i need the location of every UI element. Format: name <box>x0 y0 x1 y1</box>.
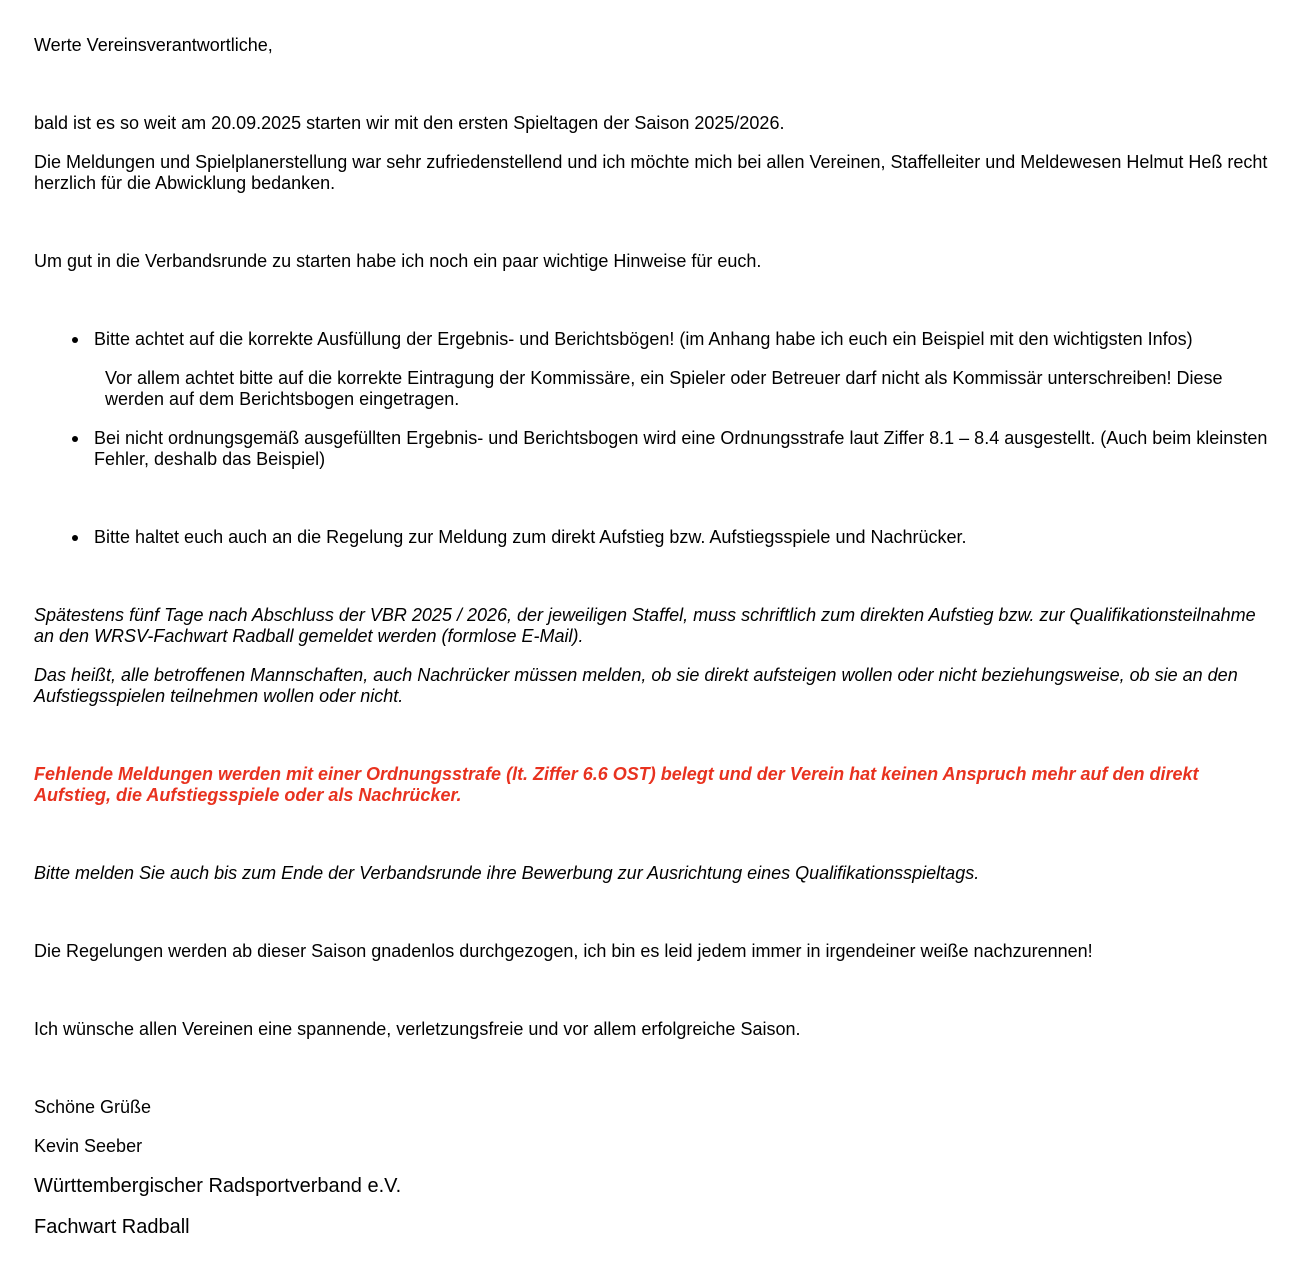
hints-intro-paragraph: Um gut in die Verbandsrunde zu starten habe ich noch ein paar wichtige Hinweise für euch. <box>34 251 762 271</box>
bullet-text: Bei nicht ordnungsgemäß ausgefüllten Ergebnis- und Berichtsbogen wird eine Ordnungsstrafe laut Ziffer 8.1 – 8.4 ausgestellt. (Auch beim kleinsten Fehler, deshalb das Beispiel) <box>94 428 1268 469</box>
rule-deadline-paragraph: Spätestens fünf Tage nach Abschluss der VBR 2025 / 2026, der jeweiligen Staffel, muss schriftlich zum direkten Aufstieg bzw. zur Qualifikationsteilnahme an den WRSV-Fachwart Radball gemeldet werden (formlose E-Mail). <box>34 605 1256 646</box>
intro-date-paragraph: bald ist es so weit am 20.09.2025 starten wir mit den ersten Spieltagen der Saison 2025/2026. <box>34 113 785 133</box>
enforcement-paragraph: Die Regelungen werden ab dieser Saison gnadenlos durchgezogen, ich bin es leid jedem immer in irgendeiner weiße nachzurennen! <box>34 941 1093 961</box>
bullet-note: Vor allem achtet bitte auf die korrekte Eintragung der Kommissäre, ein Spieler oder Betreuer darf nicht als Kommissär unterschreiben! Diese werden auf dem Berichtsbogen eingetragen. <box>105 368 1223 409</box>
application-paragraph: Bitte melden Sie auch bis zum Ende der Verbandsrunde ihre Bewerbung zur Ausrichtung eines Qualifikationsspieltags. <box>34 863 980 883</box>
rule-meaning-paragraph: Das heißt, alle betroffenen Mannschaften, auch Nachrücker müssen melden, ob sie direkt aufsteigen wollen oder nicht beziehungsweise, ob sie an den Aufstiegsspielen teilnehmen wollen oder nicht. <box>34 665 1238 706</box>
bullet-icon <box>72 337 78 343</box>
bullet-text: Bitte haltet euch auch an die Regelung zur Meldung zum direkt Aufstieg bzw. Aufstiegsspiele und Nachrücker. <box>94 527 967 547</box>
bullet-text: Bitte achtet auf die korrekte Ausfüllung der Ergebnis- und Berichtsbögen! (im Anhang habe ich euch ein Beispiel mit den wichtigsten Infos) <box>94 329 1193 349</box>
thanks-paragraph: Die Meldungen und Spielplanerstellung war sehr zufriedenstellend und ich möchte mich bei allen Vereinen, Staffelleiter und Meldewesen Helmut Heß recht herzlich für die Abwicklung bedanken. <box>34 152 1268 193</box>
bullet-icon <box>72 436 78 442</box>
bullet-icon <box>72 535 78 541</box>
signer-role: Fachwart Radball <box>34 1216 190 1238</box>
wishes-paragraph: Ich wünsche allen Vereinen eine spannende, verletzungsfreie und vor allem erfolgreiche Saison. <box>34 1019 801 1039</box>
greeting: Werte Vereinsverantwortliche, <box>34 35 273 55</box>
organization-name: Württembergischer Radsportverband e.V. <box>34 1175 402 1197</box>
penalty-warning: Fehlende Meldungen werden mit einer Ordnungsstrafe (lt. Ziffer 6.6 OST) belegt und der Verein hat keinen Anspruch mehr auf den direkt Aufstieg, die Aufstiegsspiele oder als Nachrücker. <box>34 764 1199 805</box>
signer-name: Kevin Seeber <box>34 1136 143 1156</box>
closing: Schöne Grüße <box>34 1097 152 1117</box>
